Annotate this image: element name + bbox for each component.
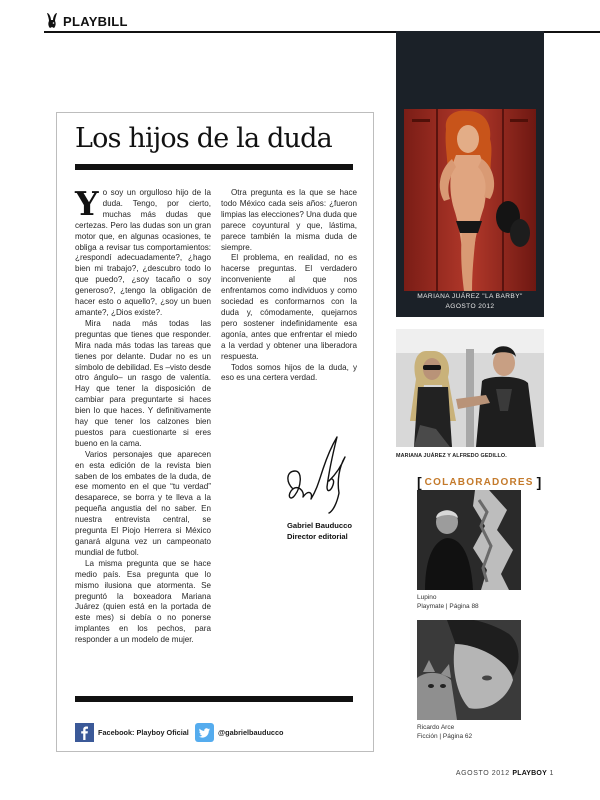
paragraph: Todos somos hijos de la duda, y eso es una certera verdad. — [221, 362, 357, 383]
facebook-icon — [75, 723, 94, 742]
twitter-link[interactable] — [195, 723, 284, 742]
cover-photo-block — [396, 31, 544, 317]
paragraph-text: o soy un orgulloso hijo de la duda. Tengo, por cierto, muchas más dudas que certezas. Pero las dudas son un gran motor que, en algunas ocasiones, te obliga a revisar tus comportamientos: ¿respondí adecuadamente?, ¿hago bien mi trabajo?, ¿descubro todo lo que puedo?, ¿soy tacaño o soy generoso?, ¿tengo la obligación de hacer esto o aquello?, ¿soy un buen amante?, ¿Dios existe?. — [75, 188, 211, 317]
paragraph: Mira nada más todas las preguntas que tienes que responder. Mira nada más todas las tareas que tienes por delante. Dudar no es un símbolo de debilidad. Es –visto desde otro ángulo– un rasgo de valentía. Hay que tener la disposición de cambiar para preguntarte si haces bien lo que haces. Y definitivamente hay que tener los calzones bien puestos para cuestionarte si eres bueno en la cama. — [75, 318, 211, 448]
couple-photo — [396, 329, 544, 447]
article-title: Los hijos de la duda — [75, 123, 332, 154]
cover-caption-name: MARIANA JUÁREZ "LA BARBY" — [417, 293, 523, 300]
facebook-link[interactable] — [75, 723, 189, 742]
rabbit-logo-icon — [44, 12, 60, 30]
contributor-caption — [417, 594, 479, 611]
cover-caption-date: AGOSTO 2012 — [445, 303, 495, 310]
contributor-name: Ricardo Arce — [417, 724, 455, 731]
section-title: PLAYBILL — [63, 13, 128, 29]
contributor-photo-lupino — [417, 490, 521, 590]
author-name: Gabriel Bauducco — [287, 521, 352, 530]
signature-block — [287, 520, 352, 542]
author-role: Director editorial — [287, 532, 348, 541]
page-number: 1 — [549, 770, 554, 777]
bottom-rule — [75, 696, 353, 702]
paragraph — [75, 184, 211, 319]
title-rule — [75, 164, 353, 170]
contributor-caption — [417, 724, 472, 741]
colaboradores-heading: [ COLABORADORES ] — [417, 474, 542, 490]
article-column-left — [75, 184, 211, 646]
facebook-label: Facebook: Playboy Oficial — [98, 728, 189, 737]
dropcap: Y — [75, 184, 99, 223]
twitter-handle: @gabrielbauducco — [218, 728, 284, 737]
issue-date: AGOSTO 2012 — [455, 770, 510, 777]
cover-photo — [404, 109, 536, 291]
editorial-article — [56, 112, 374, 752]
article-column-right — [221, 188, 357, 384]
contributor-section: Playmate | Página 88 — [417, 602, 479, 610]
page-footer — [456, 770, 554, 777]
paragraph: El problema, en realidad, no es hacerse preguntas. El verdadero inconveniente al que nos enfrentamos como individuos y como sociedad es conformarnos con la duda y, cómodamente, quejarnos pero sostener indefinidamente esa agonía, antes que enfrentar el miedo a la verdad y obtener una liberadora respuesta. — [221, 253, 357, 361]
photo-caption: MARIANA JUÁREZ Y ALFREDO GEDILLO. — [396, 453, 507, 459]
paragraph: Otra pregunta es la que se hace todo México cada seis años: ¿fueron limpias las elecciones? Una duda que parece coyuntural y que, lástima, parece también la misma duda de siempre. — [221, 188, 357, 252]
magazine-brand: PLAYBOY — [512, 770, 547, 777]
handwritten-signature — [279, 431, 353, 515]
contributor-section: Ficción | Página 62 — [417, 732, 473, 740]
paragraph: La misma pregunta que se hace medio país. Esa pregunta que lo mismo ilusiona que atormenta. Se preguntó la boxeadora Mariana Juárez (quien está en la portada de este mes) si debía o no ponerse implantes en los pechos, para responder a un modelo de mujer. — [75, 558, 211, 645]
contributor-photo-ricardo-arce — [417, 620, 521, 720]
paragraph: Varios personajes que aparecen en esta edición de la revista bien saben de los embates de la duda, de ese momento en el que “tu verdad” desaparece, se borra y te lleva a la pequeña angustia del no saber. En nuestra entrevista central, se pregunta El Piojo Herrera si México ganará alguna vez un campeonato mundial de futbol. — [75, 449, 211, 557]
contributor-name: Lupino — [417, 594, 437, 601]
colaboradores-title: COLABORADORES — [424, 476, 534, 488]
twitter-bird-icon — [195, 723, 214, 742]
magazine-header — [44, 10, 128, 32]
